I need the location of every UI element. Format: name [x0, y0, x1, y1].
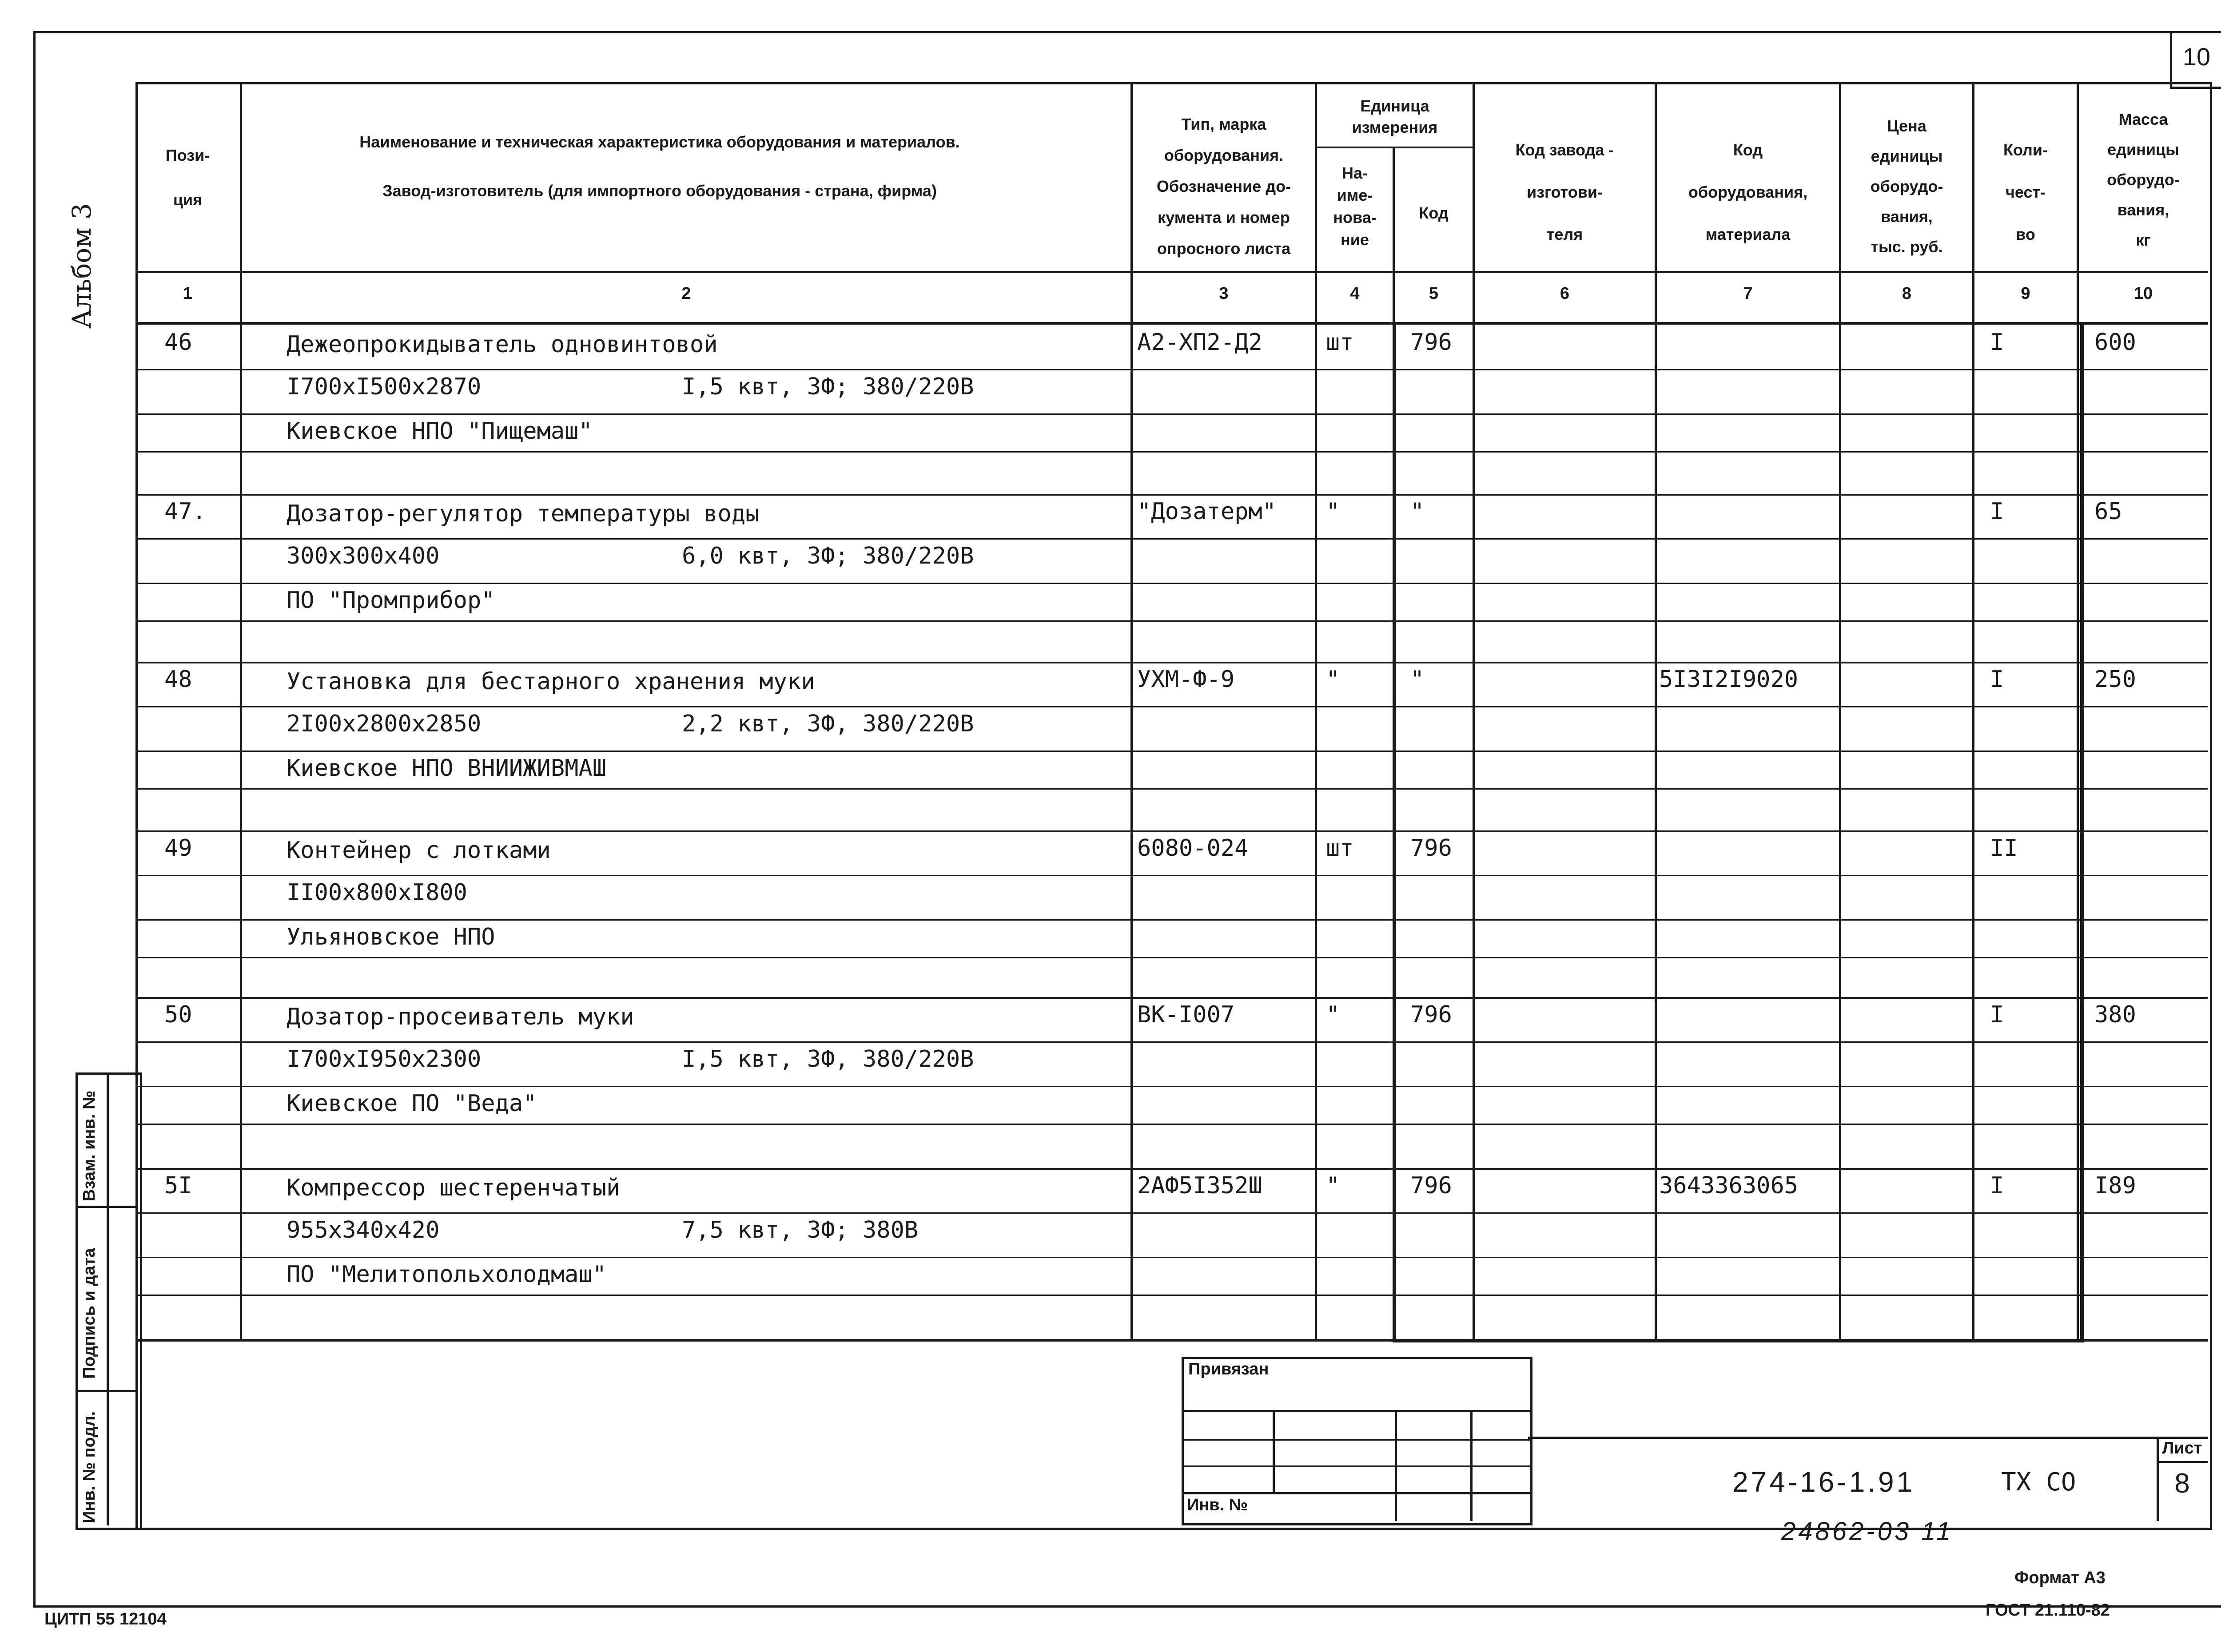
item-power: 7,5 квт, 3Ф; 380В [682, 1217, 919, 1243]
header-name-line1: Наименование и техническая характеристика оборудования и материалов. [359, 133, 960, 151]
document-code: 274-16-1.91 [1732, 1466, 1915, 1498]
item-unit: шт [1326, 329, 1354, 356]
header-equipment-code: Код оборудования, материала [1688, 141, 1808, 243]
list-number: 8 [2174, 1468, 2190, 1499]
album-label: Альбом 3 [67, 203, 97, 329]
item-quantity: I [1990, 1172, 2004, 1199]
item-unit-code: " [1410, 498, 1425, 525]
column-number: 4 [1350, 284, 1360, 303]
header-quantity: Коли- чест- во [2003, 141, 2048, 243]
item-manufacturer: ПО "Промприбор" [287, 587, 495, 614]
item-mass: 65 [2094, 498, 2122, 525]
header-name-line2: Завод-изготовитель (для импортного оборудования - страна, фирма) [382, 182, 937, 200]
item-unit: шт [1326, 835, 1354, 862]
item-power: 6,0 квт, 3Ф; 380/220В [682, 543, 974, 569]
item-name: Контейнер с лотками [287, 837, 551, 864]
column-number: 5 [1429, 284, 1439, 303]
item-dimensions: I700xI500x2870 [287, 373, 482, 400]
item-quantity: I [1990, 329, 2004, 356]
item-name: Дозатор-регулятор температуры воды [287, 500, 760, 527]
podpis-data-label: Подпись и дата [80, 1248, 99, 1379]
item-dimensions: 955x340x420 [287, 1217, 440, 1243]
item-unit: " [1326, 1001, 1340, 1028]
item-position: 50 [164, 1001, 192, 1028]
item-position: 48 [164, 666, 192, 693]
column-number: 10 [2133, 284, 2153, 303]
format-label: Формат А3 [2014, 1569, 2106, 1587]
header-factory-code: Код завода - изготови- теля [1515, 141, 1614, 243]
column-number: 9 [2021, 284, 2030, 303]
list-label: Лист [2162, 1439, 2202, 1457]
item-name: Компрессор шестеренчатый [287, 1175, 621, 1201]
item-unit: " [1326, 498, 1340, 525]
item-position: 5I [164, 1172, 192, 1199]
item-mass: 600 [2094, 329, 2136, 356]
citp-label: ЦИТП 55 12104 [44, 1610, 167, 1628]
gost-label: ГОСТ 21.110-82 [1986, 1601, 2110, 1620]
header-unit-code: Код [1419, 204, 1449, 222]
item-name: Дежеопрокидыватель одновинтовой [287, 331, 718, 358]
item-quantity: I [1990, 666, 2004, 693]
item-mass: 380 [2094, 1001, 2136, 1028]
header-type: Тип, марка оборудования. Обозначение до- кумента и номер опросного листа [1156, 115, 1291, 258]
item-name: Установка для бестарного хранения муки [287, 668, 815, 695]
handwritten-number: 24862-03 11 [1781, 1517, 1954, 1546]
header-unit-name: На- име- нова- ние [1333, 164, 1377, 249]
item-unit-code: 796 [1410, 329, 1452, 356]
item-position: 46 [164, 329, 192, 356]
item-equipment-code: 3643363065 [1659, 1172, 1799, 1199]
header-unit: Единица измерения [1352, 97, 1438, 136]
item-type: А2-ХП2-Д2 [1137, 329, 1262, 356]
column-number: 2 [681, 284, 691, 303]
privyazan-label: Привязан [1188, 1360, 1269, 1378]
item-unit: " [1326, 1172, 1340, 1199]
item-unit-code: 796 [1410, 1001, 1452, 1028]
item-unit: " [1326, 666, 1340, 693]
inv-podl-label: Инв. № подл. [80, 1411, 99, 1523]
item-manufacturer: Ульяновское НПО [287, 924, 495, 950]
document-suffix: ТХ СО [2001, 1468, 2076, 1497]
item-unit-code: " [1410, 666, 1425, 693]
item-dimensions: 300x300x400 [287, 543, 440, 569]
header-position: Пози- ция [165, 146, 210, 209]
item-manufacturer: Киевское НПО "Пищемаш" [287, 418, 593, 445]
item-position: 49 [164, 835, 192, 862]
item-position: 47. [164, 498, 206, 525]
item-mass: 250 [2094, 666, 2136, 693]
item-quantity: I [1990, 498, 2004, 525]
item-type: 2АФ5I352Ш [1137, 1172, 1262, 1199]
column-number: 3 [1219, 284, 1229, 303]
item-name: Дозатор-просеиватель муки [287, 1004, 634, 1030]
item-manufacturer: ПО "Мелитопольхолодмаш" [287, 1261, 607, 1288]
item-type: 6080-024 [1137, 835, 1249, 862]
column-number: 8 [1902, 284, 1912, 303]
item-dimensions: 2I00x2800x2850 [287, 711, 482, 737]
item-power: I,5 квт, 3Ф, 380/220В [682, 1046, 974, 1072]
inv-no-label: Инв. № [1187, 1496, 1248, 1514]
column-number: 7 [1743, 284, 1753, 303]
item-manufacturer: Киевское ПО "Веда" [287, 1090, 537, 1117]
vzam-inv-label: Взам. инв. № [80, 1090, 99, 1201]
item-unit-code: 796 [1410, 1172, 1452, 1199]
item-dimensions: II00x800xI800 [287, 879, 467, 906]
column-number: 6 [1560, 284, 1570, 303]
item-type: "Дозатерм" [1137, 498, 1277, 525]
item-unit-code: 796 [1410, 835, 1452, 862]
item-manufacturer: Киевское НПО ВНИИЖИВМАШ [287, 755, 607, 782]
item-mass: I89 [2094, 1172, 2136, 1199]
item-equipment-code: 5I3I2I9020 [1659, 666, 1799, 693]
item-dimensions: I700xI950x2300 [287, 1046, 482, 1072]
header-mass: Масса единицы оборудо- вания, кг [2107, 110, 2180, 249]
column-number: 1 [183, 284, 193, 303]
page-number: 10 [2182, 43, 2211, 71]
item-quantity: I [1990, 1001, 2004, 1028]
item-power: 2,2 квт, 3Ф, 380/220В [682, 711, 974, 737]
item-power: I,5 квт, 3Ф; 380/220В [682, 373, 974, 400]
item-quantity: II [1990, 835, 2018, 862]
item-type: УХМ-Ф-9 [1137, 666, 1235, 693]
item-type: ВК-I007 [1137, 1001, 1235, 1028]
header-price: Цена единицы оборудо- вания, тыс. руб. [1870, 117, 1943, 256]
